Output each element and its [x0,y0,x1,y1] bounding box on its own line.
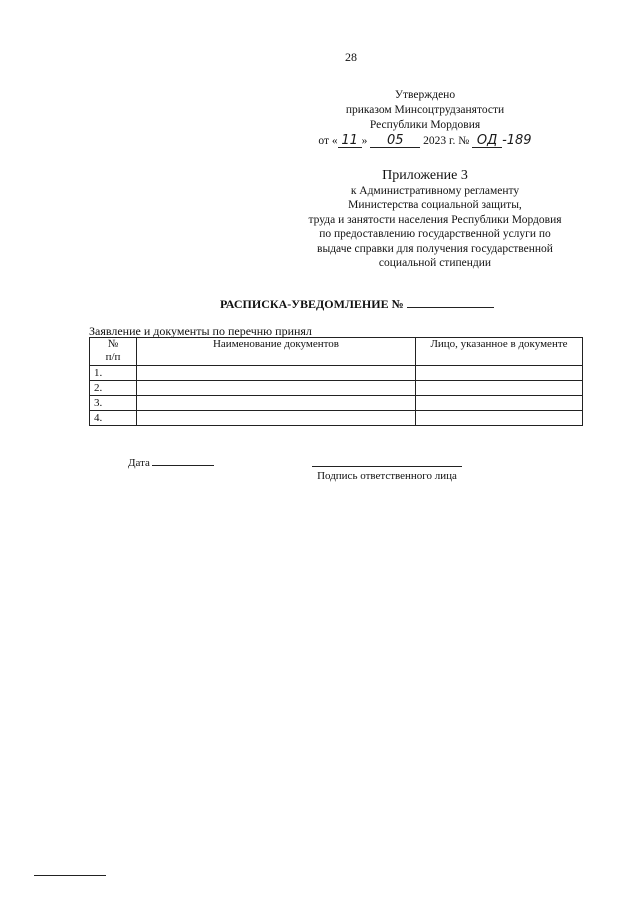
approval-stamp [300,88,550,149]
document-name-cell[interactable] [137,366,416,381]
date-label: Дата [128,457,150,469]
table-header-row [90,338,583,366]
appendix-line: Министерства социальной защиты, [348,199,522,212]
approval-line-1: Утверждено [394,89,456,101]
row-number: 3. [90,396,137,411]
signature-caption: Подпись ответственного лица [317,470,457,482]
header-number-line1: № [107,338,119,350]
document-name-cell[interactable] [137,396,416,411]
table-row [90,396,583,411]
date-prefix: от « [318,135,338,147]
appendix-line: выдаче справки для получения государственной [317,242,553,255]
document-name-cell[interactable] [137,411,416,426]
appendix-line: труда и занятости населения Республики Мордовия [308,213,562,226]
person-cell[interactable] [416,411,583,426]
person-cell[interactable] [416,381,583,396]
approval-date-line [300,133,550,149]
appendix-description [270,184,600,270]
appendix-line: по предоставлению государственной услуги по [319,228,551,241]
receipt-number-blank[interactable] [407,297,494,308]
document-name-cell[interactable] [137,381,416,396]
row-number: 4. [90,411,137,426]
date-field [128,455,214,469]
year-text: 2023 г. № [423,135,470,147]
handwritten-month: 05 [370,134,420,148]
table-row [90,411,583,426]
documents-table [89,337,583,426]
person-cell[interactable] [416,366,583,381]
date-blank[interactable] [152,455,214,466]
appendix-line: социальной стипендии [378,257,492,270]
header-person: Лицо, указанное в документе [416,338,583,366]
header-number [90,338,137,366]
footnote-divider [34,875,106,876]
approval-line-3: Республики Мордовия [369,119,481,131]
page-number: 28 [345,50,357,64]
handwritten-order-number-part1: ОД [472,134,502,148]
person-cell[interactable] [416,396,583,411]
approval-line-2: приказом Минсоцтрудзанятости [345,104,505,116]
table-row [90,381,583,396]
appendix-title: Приложение 3 [382,168,468,183]
row-number: 1. [90,366,137,381]
header-number-line2: п/п [105,351,121,363]
receipt-title-text: РАСПИСКА-УВЕДОМЛЕНИЕ № [220,297,404,311]
handwritten-order-number-part2: -189 [502,133,532,148]
receipt-title [220,297,494,312]
date-mid: » [361,135,368,147]
header-document-name: Наименование документов [137,338,416,366]
handwritten-day: 11 [338,134,362,148]
appendix-line: к Административному регламенту [350,185,520,197]
signature-line[interactable] [312,466,462,467]
row-number: 2. [90,381,137,396]
table-row [90,366,583,381]
intro-text: Заявление и документы по перечню принял [89,324,312,338]
